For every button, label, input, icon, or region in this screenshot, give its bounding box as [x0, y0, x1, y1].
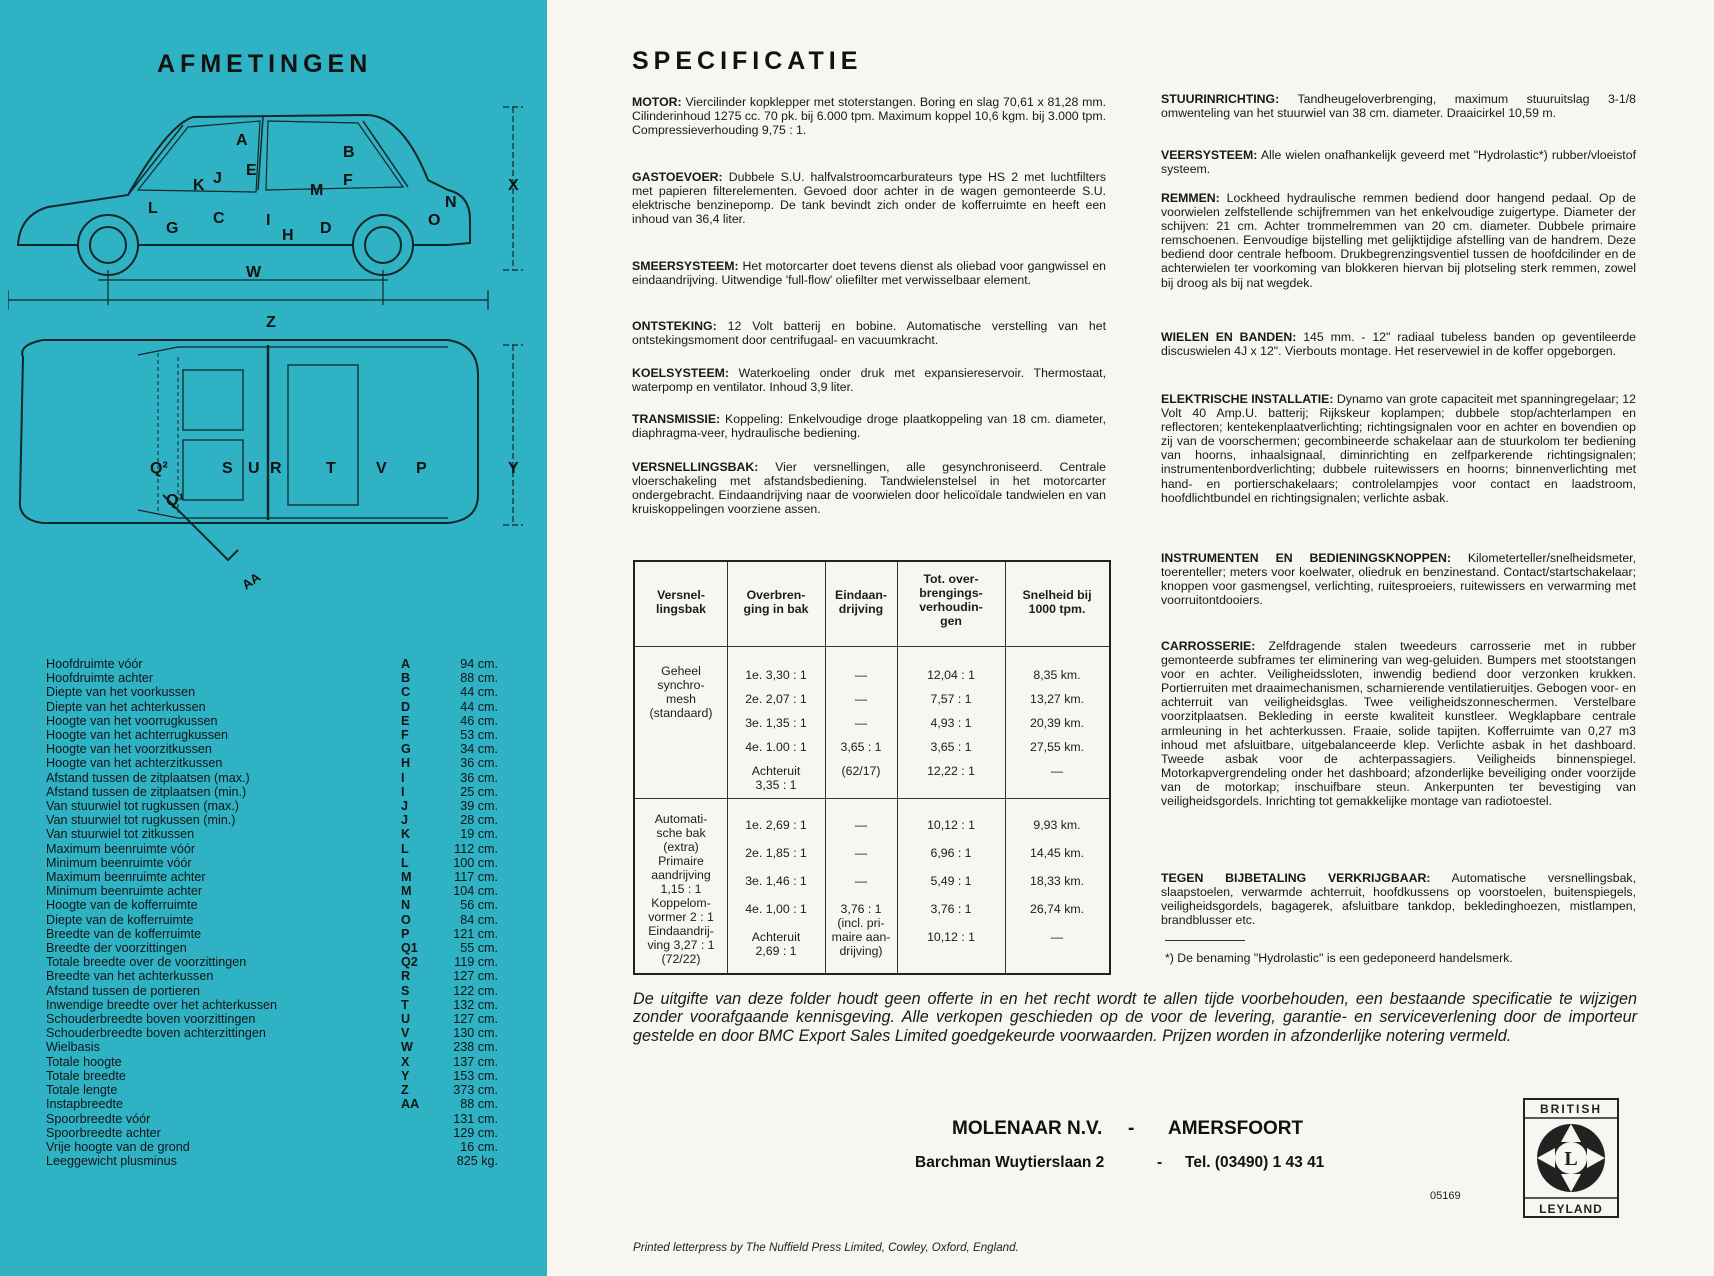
dimension-row: [46, 1026, 498, 1040]
spec-section: [1161, 92, 1636, 120]
dimension-row: [46, 927, 498, 941]
gear-cell: 4e. 1,00 : 1: [745, 902, 807, 916]
gear-cell: 12,22 : 1: [927, 764, 975, 778]
dimension-code: J: [401, 813, 409, 828]
dimension-value: 825 kg.: [456, 1154, 498, 1169]
label-v: V: [376, 460, 387, 477]
spec-section: [632, 170, 1106, 226]
dimension-row: [46, 1140, 498, 1154]
spec-heading: KOELSYSTEEM:: [632, 366, 730, 380]
dimension-code: O: [401, 912, 411, 927]
dimension-row: [46, 785, 498, 799]
dimension-row: [46, 984, 498, 998]
dimension-value: 94 cm.: [460, 657, 498, 671]
dimension-row: [46, 728, 498, 742]
footnote: *) De benaming "Hydrolastic" is een gedeponeerd handelsmerk.: [1165, 951, 1513, 965]
dimension-label: Hoogte van het voorzitkussen: [46, 742, 212, 757]
dimension-value: 44 cm.: [460, 699, 498, 714]
label-u: U: [248, 460, 260, 477]
dimension-value: 53 cm.: [460, 728, 498, 743]
gear-cell: 10,12 : 1: [927, 818, 975, 832]
dimension-code: AA: [401, 1097, 420, 1112]
spec-section: [632, 319, 1106, 347]
label-r: R: [270, 460, 282, 477]
gear-header: Overbren- ging in bak: [743, 588, 809, 616]
form-code: 05169: [1430, 1190, 1461, 1202]
spec-heading: ONTSTEKING:: [632, 319, 717, 333]
gear-cell: 3,65 : 1: [930, 740, 972, 754]
spec-section: [632, 366, 1106, 394]
dimension-code: D: [401, 699, 411, 714]
company-dash: -: [1128, 1118, 1135, 1139]
dimension-label: Inwendige breedte over het achterkussen: [46, 997, 278, 1012]
gear-cell: (62/17): [841, 764, 881, 778]
company-dash-2: -: [1157, 1154, 1163, 1171]
dimension-value: 130 cm.: [453, 1026, 498, 1041]
dimension-row: [46, 756, 498, 770]
label-q2: Q²: [150, 460, 168, 477]
spec-text: Alle wielen onafhankelijk geveerd met "Hydrolastic*) rubber/vloeistof systeem.: [1161, 148, 1636, 177]
spec-section: [1161, 148, 1636, 176]
gear-group-label: Geheel synchro- mesh (standaard): [649, 664, 713, 720]
label-q1: Q¹: [166, 492, 184, 509]
dimension-label: Afstand tussen de zitplaatsen (max.): [46, 770, 250, 785]
dimension-label: Schouderbreedte boven voorzittingen: [46, 1012, 256, 1027]
dimension-code: C: [401, 685, 411, 700]
gear-cell: 5,49 : 1: [930, 874, 972, 888]
dimension-row: [46, 898, 498, 912]
dimension-row: [46, 671, 498, 685]
dimension-value: 117 cm.: [454, 870, 498, 885]
label-b: B: [343, 144, 355, 161]
label-g: G: [166, 220, 179, 237]
dimension-code: I: [401, 770, 405, 785]
spec-text: 12 Volt batterij en bobine. Automatische verstelling van het ontstekingsmoment door centrifugaal- en vacuumkracht.: [632, 319, 1106, 348]
dimension-code: Y: [401, 1068, 410, 1083]
gear-header: Eindaan- drijving: [835, 588, 887, 616]
dimension-code: [401, 1140, 441, 1154]
spec-section: [632, 460, 1106, 516]
spec-heading: STUURINRICHTING:: [1161, 92, 1280, 106]
label-x: X: [508, 177, 519, 194]
dimension-label: Totale breedte over de voorzittingen: [46, 955, 247, 970]
spec-heading: REMMEN:: [1161, 191, 1220, 205]
label-a: A: [236, 132, 248, 149]
dimension-value: 19 cm.: [460, 827, 498, 842]
dimension-label: Afstand tussen de zitplaatsen (min.): [46, 784, 247, 799]
dimension-label: Totale hoogte: [46, 1054, 122, 1069]
spec-section: [1161, 639, 1636, 808]
gear-cell: 20,39 km.: [1030, 716, 1084, 730]
dimension-label: Spoorbreedte achter: [46, 1125, 161, 1140]
gear-cell: —: [854, 716, 868, 730]
dimension-value: 373 cm.: [453, 1083, 498, 1098]
spec-heading: VEERSYSTEEM:: [1161, 148, 1258, 162]
spec-heading: MOTOR:: [632, 95, 682, 109]
gear-cell: 13,27 km.: [1030, 692, 1084, 706]
spec-section: [632, 259, 1106, 287]
dimension-label: Leeggewicht plusminus: [46, 1154, 177, 1169]
dimension-row: [46, 884, 498, 898]
gear-cell: Achteruit 2,69 : 1: [751, 930, 801, 958]
gear-cell: 26,74 km.: [1030, 902, 1084, 916]
dimension-value: 39 cm.: [460, 799, 498, 814]
dimension-value: 88 cm.: [460, 671, 498, 686]
gear-cell: 8,35 km.: [1033, 668, 1081, 682]
gear-group-label: Automati- sche bak (extra) Primaire aandrijving 1,15 : 1 Koppelom- vormer 2 : 1 Eindaandrij- ving 3,27 : 1 (72/22): [647, 812, 715, 966]
dimension-value: 112 cm.: [454, 841, 498, 856]
label-s: S: [222, 460, 233, 477]
dimension-label: Diepte van het voorkussen: [46, 685, 196, 700]
dimension-row: [46, 1069, 498, 1083]
label-n: N: [445, 194, 457, 211]
spec-heading: ELEKTRISCHE INSTALLATIE:: [1161, 392, 1334, 406]
dimension-code: I: [401, 784, 405, 799]
gear-cell: 3e. 1,46 : 1: [745, 874, 807, 888]
dimension-code: E: [401, 713, 410, 728]
dimension-label: Vrije hoogte van de grond: [46, 1139, 190, 1154]
label-y: Y: [508, 460, 519, 477]
dimension-row: [46, 1083, 498, 1097]
dimension-label: Schouderbreedte boven achterzittingen: [46, 1026, 266, 1041]
dimensions-title: AFMETINGEN: [157, 50, 373, 78]
dimension-value: 88 cm.: [460, 1097, 498, 1112]
dimension-value: 104 cm.: [453, 884, 498, 899]
dimension-value: 44 cm.: [460, 685, 498, 700]
label-d: D: [320, 220, 332, 237]
svg-text:BRITISH: BRITISH: [1540, 1102, 1602, 1116]
spec-text: Viercilinder kopklepper met stoterstangen. Boring en slag 70,61 x 81,28 mm. Cilinderinhoud 1275 cc. 70 pk. bij 6.000 tpm. Maximum koppel 10,6 kgm. bij 3.000 tpm. Compressieverhouding 9,75 : 1.: [632, 95, 1107, 138]
dimension-row: [46, 913, 498, 927]
dimension-value: 129 cm.: [453, 1125, 498, 1140]
label-t: T: [326, 460, 336, 477]
dimension-row: [46, 742, 498, 756]
dimension-code: Q2: [401, 955, 418, 970]
dimension-row: [46, 955, 498, 969]
label-f: F: [343, 172, 353, 189]
label-w: W: [246, 264, 262, 281]
spec-section: [632, 412, 1106, 440]
dimension-value: 55 cm.: [460, 941, 498, 956]
dimension-label: Maximum beenruimte achter: [46, 870, 206, 885]
british-leyland-logo: [1523, 1098, 1619, 1218]
label-h: H: [282, 227, 294, 244]
dimension-label: Diepte van de kofferruimte: [46, 912, 194, 927]
dimension-code: F: [401, 728, 409, 743]
gear-cell: —: [1050, 930, 1064, 944]
gear-cell: 4,93 : 1: [930, 716, 972, 730]
dimension-row: [46, 941, 498, 955]
label-e: E: [246, 162, 257, 179]
gear-cell: —: [854, 818, 868, 832]
gear-header: Tot. over- brengings- verhoudin- gen: [919, 572, 983, 628]
dimension-code: H: [401, 756, 411, 771]
company-name: MOLENAAR N.V.: [952, 1118, 1103, 1139]
dimension-value: 119 cm.: [454, 955, 498, 970]
gear-cell: 4e. 1.00 : 1: [745, 740, 807, 754]
dimension-label: Totale lengte: [46, 1083, 118, 1098]
svg-text:L: L: [1564, 1148, 1578, 1170]
dimension-row: [46, 827, 498, 841]
dimension-code: [401, 1126, 441, 1140]
svg-text:LEYLAND: LEYLAND: [1539, 1202, 1603, 1216]
dimension-code: R: [401, 969, 411, 984]
dimension-row: [46, 771, 498, 785]
dimension-value: 28 cm.: [460, 813, 498, 828]
dimension-code: [401, 1112, 441, 1126]
spec-heading: VERSNELLINGSBAK:: [632, 460, 759, 474]
gear-cell: 7,57 : 1: [930, 692, 972, 706]
dimension-label: Breedte van het achterkussen: [46, 969, 214, 984]
gear-header: Snelheid bij 1000 tpm.: [1022, 588, 1092, 616]
gear-cell: 6,96 : 1: [930, 846, 972, 860]
car-top-body: [20, 340, 478, 523]
gear-header: Versnel- lingsbak: [656, 588, 706, 616]
dimension-value: 16 cm.: [460, 1139, 498, 1154]
dimension-value: 132 cm.: [453, 997, 498, 1012]
dimension-value: 84 cm.: [460, 912, 498, 927]
dimension-row: [46, 1112, 498, 1126]
dimension-value: 122 cm.: [453, 983, 498, 998]
gear-cell: —: [1050, 764, 1064, 778]
gear-cell: 1e. 2,69 : 1: [745, 818, 807, 832]
dimension-label: Hoogte van het achterrugkussen: [46, 728, 229, 743]
specification-title: SPECIFICATIE: [632, 47, 863, 75]
dimension-row: [46, 870, 498, 884]
dimension-value: 137 cm.: [453, 1054, 498, 1069]
gear-cell: 10,12 : 1: [927, 930, 975, 944]
dimension-code: U: [401, 1012, 411, 1027]
gear-cell: 3,76 : 1: [930, 902, 972, 916]
dimension-label: Van stuurwiel tot rugkussen (min.): [46, 813, 236, 828]
spec-section: [1161, 392, 1636, 505]
dimension-code: L: [401, 841, 409, 856]
dimension-label: Minimum beenruimte vóór: [46, 855, 192, 870]
dimension-value: 153 cm.: [453, 1068, 498, 1083]
gear-cell: —: [854, 846, 868, 860]
dimension-value: 127 cm.: [453, 969, 498, 984]
dimension-code: J: [401, 799, 409, 814]
spec-heading: TRANSMISSIE:: [632, 412, 721, 426]
spec-heading: TEGEN BIJBETALING VERKRIJGBAAR:: [1161, 871, 1431, 885]
dimension-label: Hoofdruimte achter: [46, 671, 154, 686]
dimension-code: N: [401, 898, 411, 913]
dimension-row: [46, 856, 498, 870]
company-address: Barchman Wuytierslaan 2: [915, 1154, 1105, 1171]
dimension-label: Breedte der voorzittingen: [46, 941, 187, 956]
dimension-code: K: [401, 827, 411, 842]
spec-section: [1161, 330, 1636, 358]
gear-cell: —: [854, 874, 868, 888]
spec-heading: INSTRUMENTEN EN BEDIENINGSKNOPPEN:: [1161, 551, 1451, 565]
gear-cell: 1e. 3,30 : 1: [745, 668, 807, 682]
gear-cell: 12,04 : 1: [927, 668, 975, 682]
gear-ratio-table: [633, 560, 1111, 975]
dimension-row: [46, 813, 498, 827]
dimension-value: 56 cm.: [460, 898, 498, 913]
dimension-row: [46, 714, 498, 728]
gear-cell: 2e. 2,07 : 1: [745, 692, 807, 706]
company-phone: Tel. (03490) 1 43 41: [1185, 1154, 1325, 1171]
dimension-value: 36 cm.: [460, 770, 498, 785]
label-l: L: [148, 200, 158, 217]
dimension-value: 131 cm.: [453, 1111, 498, 1126]
dimension-code: X: [401, 1054, 410, 1069]
spec-text: Kilometerteller/snelheidsmeter, toerenteller; meters voor koelwater, oliedruk en benzinestand. Contact/startschakelaar; knoppen voor gasmengsel, verlichting, ruitesproeiers, ruitewissers en verwarming met voorruitontdooiers.: [1161, 551, 1636, 608]
dimension-value: 34 cm.: [460, 742, 498, 757]
gear-cell: 14,45 km.: [1030, 846, 1084, 860]
spec-heading: WIELEN EN BANDEN:: [1161, 330, 1297, 344]
gear-cell: 2e. 1,85 : 1: [745, 846, 807, 860]
printer-credit: Printed letterpress by The Nuffield Press Limited, Cowley, Oxford, England.: [633, 1241, 1019, 1254]
spec-text: Tandheugeloverbrenging, maximum stuuruitslag 3-1/8 omwenteling van het stuurwiel van 38 cm. diameter. Draaicirkel 10,59 m.: [1161, 92, 1636, 121]
dimension-label: Afstand tussen de portieren: [46, 983, 201, 998]
spec-text: Dynamo van grote capaciteit met spanningregelaar; 12 Volt 40 Amp.U. batterij; Rijkskeur koplampen; dubbele stop/achterlampen en reflectoren; kentekenplaatverlichting; richtingsignalen voor en achter en bovendien op zij van de voorschermen; gecombineerde schakelaar aan de stuurkolom ter bediening van hoorns, inhaalsignaal, diminrichting en zelfparkerende richtingsignalen; instrumentenbordverlichting; dubbele ruitewissers en hoorns; binnenverlichting met hand- en portierschakelaars; controlelampjes voor contact en laadstroom, hoofdlichtbundel en richtingsignalen; verlichte asbak.: [1161, 392, 1636, 505]
dimension-row: [46, 799, 498, 813]
dimension-value: 100 cm.: [453, 855, 498, 870]
spec-section: [1161, 551, 1636, 607]
dimension-label: Van stuurwiel tot zitkussen: [46, 827, 195, 842]
label-m: M: [310, 182, 324, 199]
dimensions-panel: [0, 0, 547, 1276]
gear-cell: Achteruit 3,35 : 1: [751, 764, 801, 792]
gear-cell: 9,93 km.: [1033, 818, 1081, 832]
gear-cell: —: [854, 692, 868, 706]
dimension-row: [46, 685, 498, 699]
label-aa: AA: [239, 569, 264, 593]
dimension-row: [46, 1055, 498, 1069]
spec-section: [1161, 191, 1636, 290]
label-k: K: [193, 177, 205, 194]
dimension-label: Diepte van het achterkussen: [46, 699, 206, 714]
dimension-code: G: [401, 742, 411, 757]
spec-section: [632, 95, 1106, 137]
spec-heading: GASTOEVOER:: [632, 170, 723, 184]
spec-section: [1161, 871, 1636, 927]
dimension-value: 36 cm.: [460, 756, 498, 771]
dimensions-table: [46, 657, 498, 1168]
car-dimension-diagram: [8, 95, 528, 625]
dimension-row: [46, 842, 498, 856]
spec-text: Waterkoeling onder druk met expansiereservoir. Thermostaat, waterpomp en ventilator. Inhoud 3,9 liter.: [632, 366, 1106, 395]
dimension-code: P: [401, 926, 410, 941]
dimension-code: [401, 1154, 441, 1168]
spec-text: Vier versnellingen, alle gesynchroniseerd. Centrale vloerschakeling met afstandsbediening. Tandwielenstelsel in het motorcarter ondergebracht. Eindaandrijving naar de voorwielen door helicoïdale tandwielen en van kruiskoppelingen voorziene assen.: [632, 460, 1106, 517]
footnote-rule: [1165, 940, 1245, 941]
spec-heading: CARROSSERIE:: [1161, 639, 1256, 653]
gear-cell: 18,33 km.: [1030, 874, 1084, 888]
dimension-code: S: [401, 983, 410, 998]
dimension-label: Spoorbreedte vóór: [46, 1111, 151, 1126]
dimension-row: [46, 1012, 498, 1026]
dimension-row: [46, 998, 498, 1012]
spec-text: 145 mm. - 12" radiaal tubeless banden op geventileerde discuswielen 4J x 12". Vierbouts montage. Het reservewiel in de koffer opgeborgen.: [1161, 330, 1636, 359]
spec-text: Het motorcarter doet tevens dienst als oliebad voor gangwissel en eindaandrijving. Uitwendige 'full-flow' oliefilter met verwisselbaar element.: [632, 259, 1107, 288]
label-p: P: [416, 460, 427, 477]
spec-text: Dubbele S.U. halfvalstroomcarburateurs type HS 2 met luchtfilters met papieren filterelementen. Gevoed door achter in de wagen gemonteerde S.U. elektrische benzinepomp. De tank bevindt zich onder de kofferruimte en heeft een inhoud van 36,4 liter.: [632, 170, 1106, 227]
label-z: Z: [266, 314, 276, 331]
dimension-code: Z: [401, 1083, 409, 1098]
dimension-label: Minimum beenruimte achter: [46, 884, 203, 899]
spec-heading: SMEERSYSTEEM:: [632, 259, 739, 273]
spec-text: Lockheed hydraulische remmen bediend door hangend pedaal. Op de voorwielen zelfstellende schijfremmen van het enkelvoudige zuigertype. Diameter der schijven: 21 cm. Achter trommelremmen van 20 cm. diameter. Dubbele primaire remschoenen. Eenvoudige bijstelling met gelijktijdige afstelling van de handrem. Deze bediend door centrale hefboom. Drukbegrenzingsventiel tussen de hoofdcilinder en de achterwielen ter voorkoming van blokkeren hiervan bij plotseling sterk remmen, zowel bij droog als bij nat wegdek.: [1161, 191, 1636, 290]
gear-cell: 27,55 km.: [1030, 740, 1084, 754]
dimension-label: Wielbasis: [46, 1040, 100, 1055]
company-city: AMERSFOORT: [1168, 1118, 1304, 1139]
dimension-row: [46, 700, 498, 714]
dimension-code: V: [401, 1026, 410, 1041]
dimension-code: Q1: [401, 941, 418, 956]
dimension-label: Van stuurwiel tot rugkussen (max.): [46, 799, 239, 814]
dimension-value: 127 cm.: [453, 1012, 498, 1027]
gear-cell: 3,65 : 1: [840, 740, 882, 754]
label-i: I: [266, 212, 271, 229]
dimension-row: [46, 1097, 498, 1111]
dimension-label: Maximum beenruimte vóór: [46, 841, 196, 856]
dimension-label: Totale breedte: [46, 1068, 126, 1083]
gear-cell: 3e. 1,35 : 1: [745, 716, 807, 730]
dimension-label: Hoogte van de kofferruimte: [46, 898, 198, 913]
dimension-row: [46, 969, 498, 983]
dimension-row: [46, 1126, 498, 1140]
dimension-label: Hoogte van het voorrugkussen: [46, 713, 218, 728]
dimension-value: 46 cm.: [460, 713, 498, 728]
dimension-row: [46, 1154, 498, 1168]
dimension-code: A: [401, 657, 411, 671]
dimension-code: M: [401, 870, 412, 885]
dimension-code: M: [401, 884, 412, 899]
spec-text: Zelfdragende stalen tweedeurs carrosserie met in rubber gemonteerde subframes ter eliminering van weg-geluiden. Bumpers met stootstangen voor en achter. Veiligheidssloten, inwendig bediend door verzonken krukken. Portierruiten met draaimechanismen, scharnierende ventilatieruitjes. Gebogen voor- en achterruit van veiligheidsglas. Twee veiligheidszonneschermen. Verstelbare voorzitplaatsen. Bekleding in eerste kwaliteit kunstleer. Wegklapbare centrale armleuning in het achterkussen. Fraaie, solide tapijten. Kofferruimte van 0,27 m3 inhoud met afsluitbare, uitgebalanceerde klep. Verlichte asbak in het dashboard. Tweede asbak voor de achterpassagiers. Veiligheids binnenspiegel. Motorkapvergrendeling onder het dashboard; afzonderlijke beveiliging onder voorzijde van de motorkap; inschuifbare steun. Ankerpunten ter bevestiging van veiligheidsgordels. Inrichting tot gemakkelijke montage van radiotoestel.: [1161, 639, 1636, 809]
dimension-row: [46, 1040, 498, 1054]
gear-cell: 3,76 : 1 (incl. pri- maire aan- drijving): [831, 902, 891, 958]
dimension-label: Instapbreedte: [46, 1097, 124, 1112]
label-o: O: [428, 212, 441, 229]
dimension-label: Breedte van de kofferruimte: [46, 926, 202, 941]
label-c: C: [213, 210, 225, 227]
label-j: J: [213, 170, 222, 187]
dimension-label: Hoofdruimte vóór: [46, 657, 143, 671]
spec-text: Koppeling: Enkelvoudige droge plaatkoppeling van 18 cm. diameter, diaphragma-veer, hydraulische bediening.: [632, 412, 1106, 441]
dimension-code: B: [401, 671, 411, 686]
dimension-value: 25 cm.: [460, 784, 498, 799]
dimension-code: L: [401, 855, 409, 870]
dimension-value: 238 cm.: [453, 1040, 498, 1055]
dimension-value: 121 cm.: [453, 926, 498, 941]
dimension-code: T: [401, 997, 409, 1012]
disclaimer: De uitgifte van deze folder houdt geen offerte in en het recht wordt te allen tijde voorbehouden, een bestaande specificatie te wijzigen zonder voorafgaande kennisgeving. Alle verkopen geschieden op de voor de levering, garantie- en serviceverlening door de importeur gestelde en door BMC Export Sales Limited goedgekeurde voorwaarden. Prijzen worden in afzonderlijke notering vermeld.: [633, 990, 1637, 1045]
spec-text: Automatische versnellingsbak, slaapstoelen, verwarmde achterruit, hoofdkussens op voorstoelen, buitenspiegels, veiligheidsgordels, bagagerek, afsluitbare tankdop, bekledinghoezen, mistlampen, brandblusser etc.: [1161, 871, 1636, 928]
gear-cell: —: [854, 668, 868, 682]
dimension-label: Hoogte van het achterzitkussen: [46, 756, 223, 771]
dimension-row: [46, 657, 498, 671]
dimension-code: W: [401, 1040, 413, 1055]
